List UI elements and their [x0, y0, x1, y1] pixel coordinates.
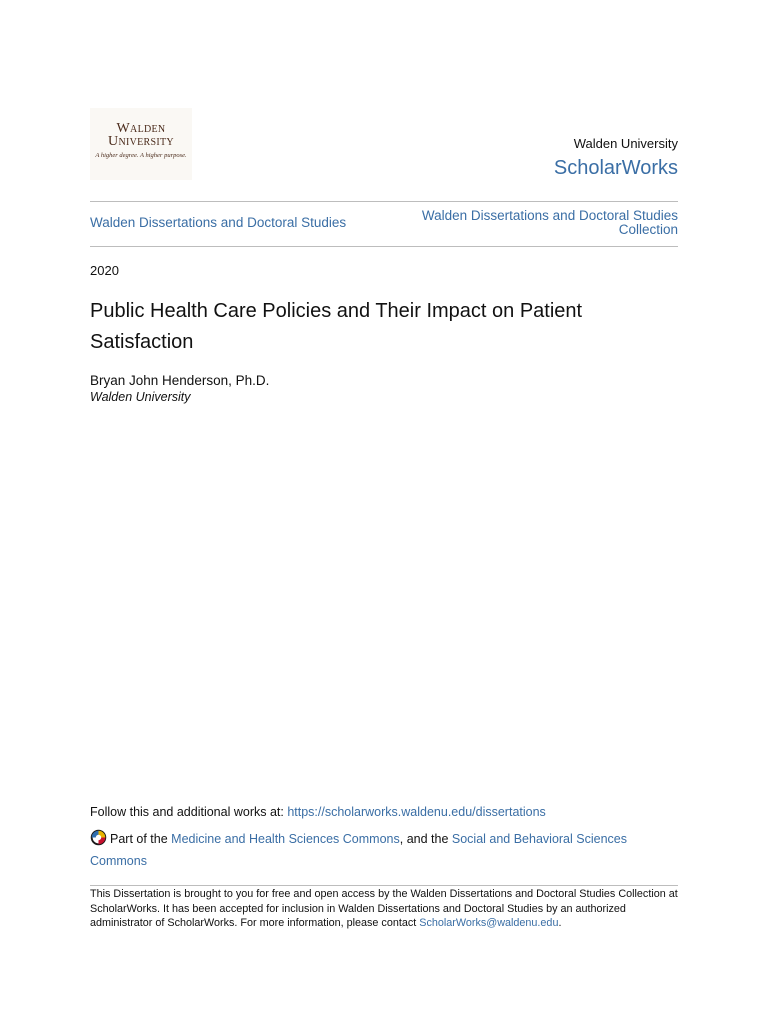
- author-name: Bryan John Henderson, Ph.D.: [90, 373, 270, 388]
- logo-tagline: A higher degree. A higher purpose.: [95, 152, 187, 159]
- follow-text: Follow this and additional works at:: [90, 805, 288, 819]
- social-behavioral-commons-link[interactable]: Social and Behavioral Sciences Commons: [90, 832, 627, 868]
- notice-end: .: [558, 917, 562, 929]
- dissertations-link[interactable]: Walden Dissertations and Doctoral Studies: [90, 215, 347, 230]
- institution-block: [554, 136, 678, 180]
- document-title: Public Health Care Policies and Their Impact on Patient Satisfaction: [90, 300, 583, 353]
- author-affiliation: Walden University: [90, 390, 191, 404]
- network-icon: [90, 829, 107, 846]
- contact-email-link[interactable]: ScholarWorks@waldenu.edu: [419, 917, 559, 929]
- institution-name: Walden University: [573, 136, 678, 151]
- logo-line-2: University: [108, 134, 174, 149]
- footer-divider: [90, 885, 678, 886]
- dissertations-collection-link[interactable]: Walden Dissertations and Doctoral Studies Collection: [421, 208, 678, 237]
- and-text: , and the: [399, 832, 452, 846]
- part-of-line: [90, 828, 678, 872]
- access-notice: [90, 887, 678, 931]
- publication-year: 2020: [90, 263, 119, 278]
- top-divider: [90, 201, 678, 202]
- medicine-health-commons-link[interactable]: Medicine and Health Sciences Commons: [171, 832, 400, 846]
- collection-divider: [90, 246, 678, 247]
- dissertations-url-link[interactable]: https://scholarworks.waldenu.edu/dissertations: [287, 805, 546, 819]
- walden-university-logo: [90, 108, 192, 180]
- follow-line: [90, 805, 546, 819]
- logo-line-1: Walden: [116, 121, 166, 136]
- part-of-text: Part of the: [110, 832, 172, 846]
- scholarworks-link[interactable]: ScholarWorks: [553, 157, 678, 179]
- notice-text: This Dissertation is brought to you for free and open access by the Walden Dissertations and Doctoral Studies Collection at ScholarWorks. It has been accepted for inclusion in Walden Dissertations and Doctoral Studies by an authorized administrator of ScholarWorks. For more information, please contact: [90, 888, 678, 929]
